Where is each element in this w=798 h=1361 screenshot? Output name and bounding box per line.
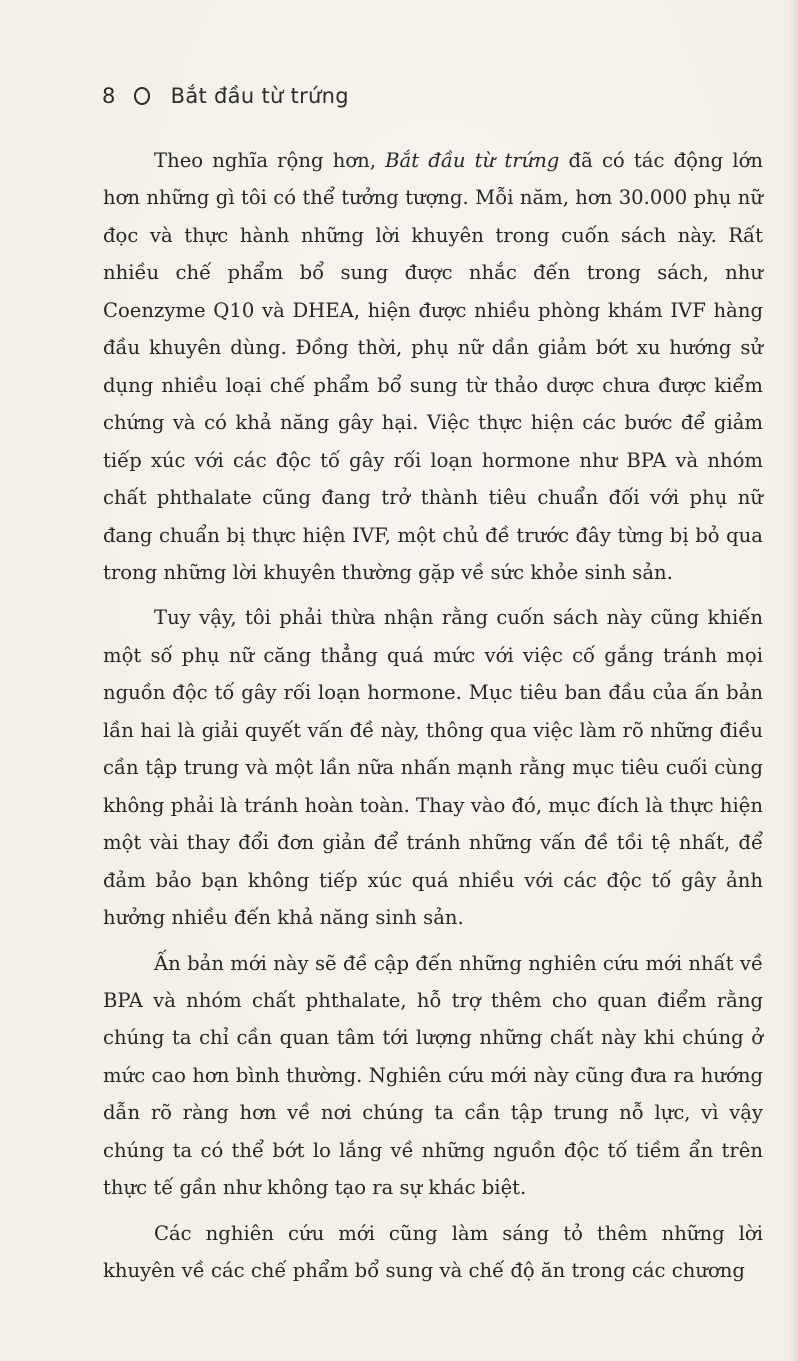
running-header: [102, 78, 349, 114]
paragraph-3: Ấn bản mới này sẽ đề cập đến những nghiên cứu mới nhất về BPA và nhóm chất phthalate, hỗ trợ thêm cho quan điểm rằng chúng ta chỉ cần quan tâm tới lượng những chất này khi chúng ở mức cao hơn bình thường. Nghiên cứu mới này cũng đưa ra hướng dẫn rõ ràng hơn về nơi chúng ta cần tập trung nỗ lực, vì vậy chúng ta có thể bớt lo lắng về những nguồn độc tố tiềm ẩn trên thực tế gần như không tạo ra sự khác biệt.: [103, 951, 763, 1200]
paragraph-1-text-before: Theo nghĩa rộng hơn,: [154, 149, 386, 172]
running-book-title: Bắt đầu từ trứng: [170, 84, 349, 108]
circle-icon: [134, 87, 150, 105]
body-text: [103, 142, 763, 1298]
book-title-italic: Bắt đầu từ trứng: [385, 149, 560, 172]
page-number: 8: [102, 84, 116, 108]
paragraph-1: [103, 142, 763, 591]
paragraph-1-text-after: đã có tác động lớn hơn những gì tôi có thể tưởng tượng. Mỗi năm, hơn 30.000 phụ nữ đọc và thực hành những lời khuyên trong cuốn sách này. Rất nhiều chế phẩm bổ sung được nhắc đến trong sách, như Coenzyme Q10 và DHEA, hiện được nhiều phòng khám IVF hàng đầu khuyên dùng. Đồng thời, phụ nữ dần giảm bớt xu hướng sử dụng nhiều loại chế phẩm bổ sung từ thảo dược chưa được kiểm chứng và có khả năng gây hại. Việc thực hiện các bước để giảm tiếp xúc với các độc tố gây rối loạn hormone như BPA và nhóm chất phthalate cũng đang trở thành tiêu chuẩn đối với phụ nữ đang chuẩn bị thực hiện IVF, một chủ đề trước đây từng bị bỏ qua trong những lời khuyên thường gặp về sức khỏe sinh sản.: [103, 149, 763, 584]
paragraph-2: Tuy vậy, tôi phải thừa nhận rằng cuốn sách này cũng khiến một số phụ nữ căng thẳng quá mức với việc cố gắng tránh mọi nguồn độc tố gây rối loạn hormone. Mục tiêu ban đầu của ấn bản lần hai là giải quyết vấn đề này, thông qua việc làm rõ những điều cần tập trung và một lần nữa nhấn mạnh rằng mục tiêu cuối cùng không phải là tránh hoàn toàn. Thay vào đó, mục đích là thực hiện một vài thay đổi đơn giản để tránh những vấn đề tồi tệ nhất, để đảm bảo bạn không tiếp xúc quá nhiều với các độc tố gây ảnh hưởng nhiều đến khả năng sinh sản.: [103, 606, 763, 930]
paragraph-4: Các nghiên cứu mới cũng làm sáng tỏ thêm những lời khuyên về các chế phẩm bổ sung và chế độ ăn trong các chương: [103, 1221, 763, 1283]
page-edge-shadow: [788, 0, 798, 1361]
